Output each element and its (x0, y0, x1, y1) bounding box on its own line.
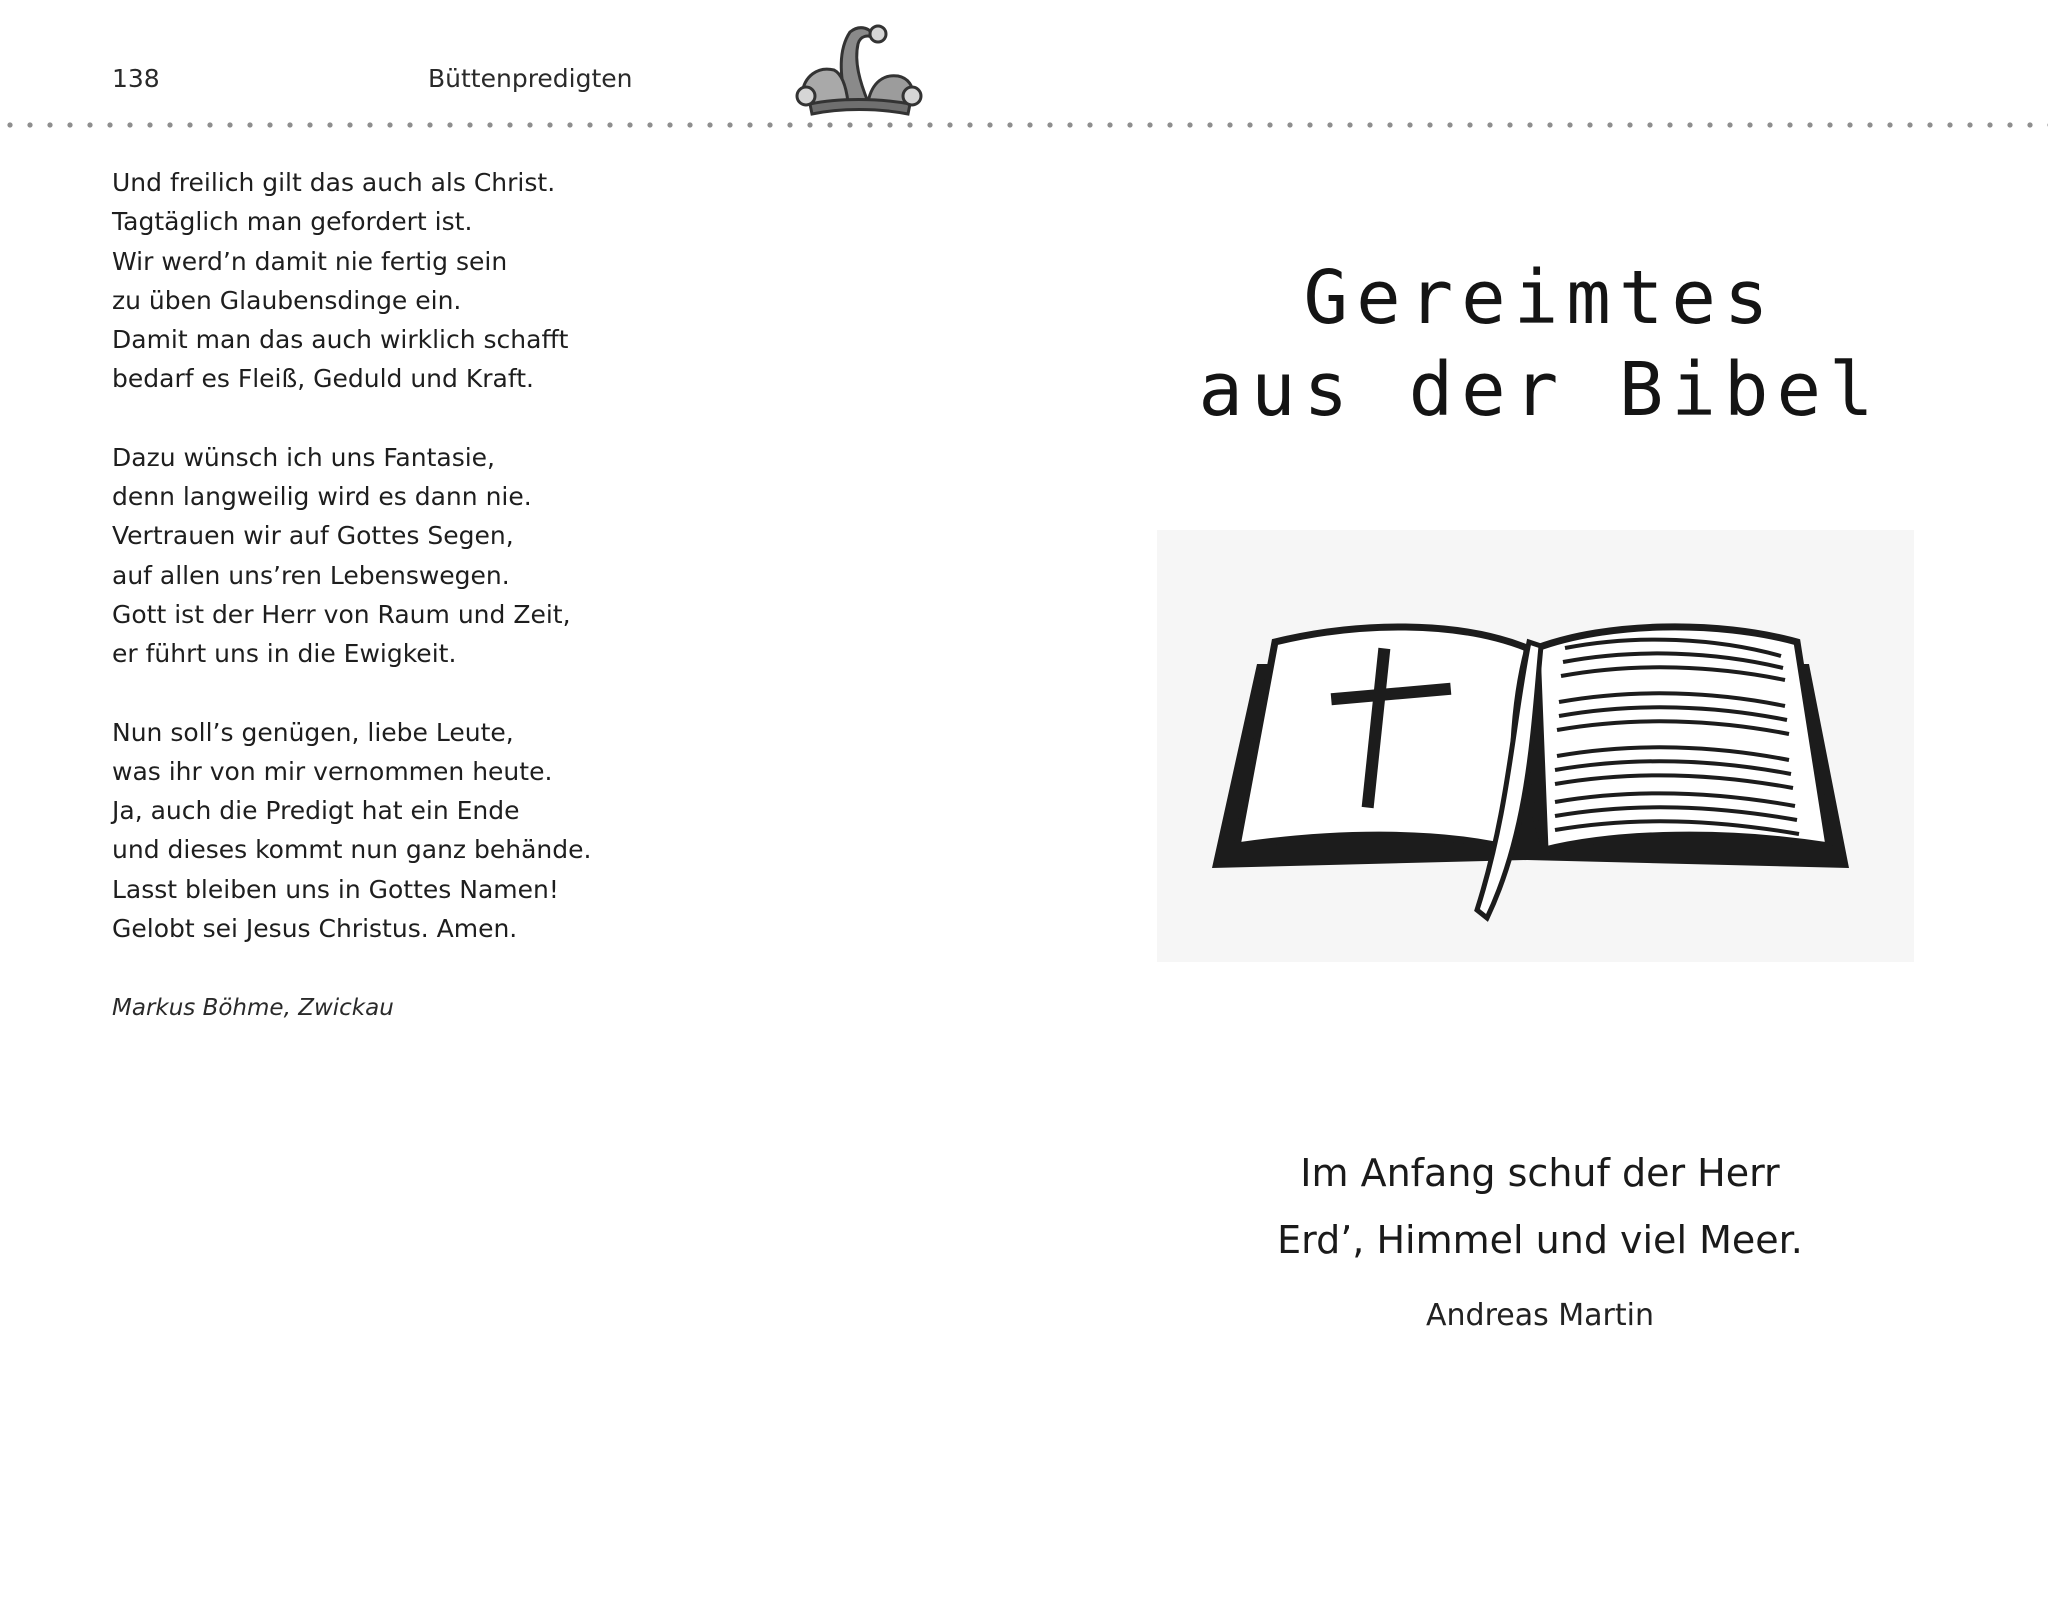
poem-line: auf allen uns’ren Lebenswegen. (112, 560, 510, 590)
poem-line: er führt uns in die Ewigkeit. (112, 639, 457, 669)
jester-hat-icon (788, 20, 926, 118)
chapter-title (1130, 252, 1950, 436)
poem-line: Gelobt sei Jesus Christus. Amen. (112, 914, 518, 944)
stanza (112, 163, 672, 399)
poem-line: bedarf es Fleiß, Geduld und Kraft. (112, 364, 534, 394)
poem-line: und dieses kommt nun ganz behände. (112, 835, 592, 865)
verse-line: Erd’, Himmel und viel Meer. (1277, 1218, 1803, 1262)
poem-line: Tagtäglich man gefordert ist. (112, 207, 473, 237)
poem-line: Dazu wünsch ich uns Fantasie, (112, 442, 495, 472)
chapter-title-line: Gereimtes (1303, 255, 1777, 341)
poem-line: Nun soll’s genügen, liebe Leute, (112, 717, 514, 747)
poem-line: Damit man das auch wirklich schafft (112, 325, 569, 355)
poem-line: was ihr von mir vernommen heute. (112, 756, 553, 786)
open-bible-with-cross-icon (1157, 530, 1914, 962)
page-number: 138 (112, 64, 160, 93)
poem-line: denn langweilig wird es dann nie. (112, 482, 532, 512)
poem-line: Gott ist der Herr von Raum und Zeit, (112, 599, 571, 629)
stanza (112, 438, 672, 674)
poem-line: Wir werd’n damit nie fertig sein (112, 246, 508, 276)
poem-line: Und freilich gilt das auch als Christ. (112, 168, 556, 197)
verse-line: Im Anfang schuf der Herr (1300, 1151, 1780, 1195)
running-title: Büttenpredigten (428, 64, 633, 93)
poem-line: zu üben Glaubensdinge ein. (112, 285, 462, 315)
poem-line: Ja, auch die Predigt hat ein Ende (112, 796, 520, 826)
bible-verse (1130, 1140, 1950, 1274)
chapter-title-line: aus der Bibel (1198, 347, 1882, 433)
poem-line: Vertrauen wir auf Gottes Segen, (112, 521, 514, 551)
verse-author: Andreas Martin (1426, 1298, 1654, 1333)
poem-author: Markus Böhme, Zwickau (112, 995, 394, 1021)
dotted-divider (0, 122, 2048, 128)
poem (112, 163, 672, 987)
stanza (112, 713, 672, 949)
poem-line: Lasst bleiben uns in Gottes Namen! (112, 874, 559, 904)
